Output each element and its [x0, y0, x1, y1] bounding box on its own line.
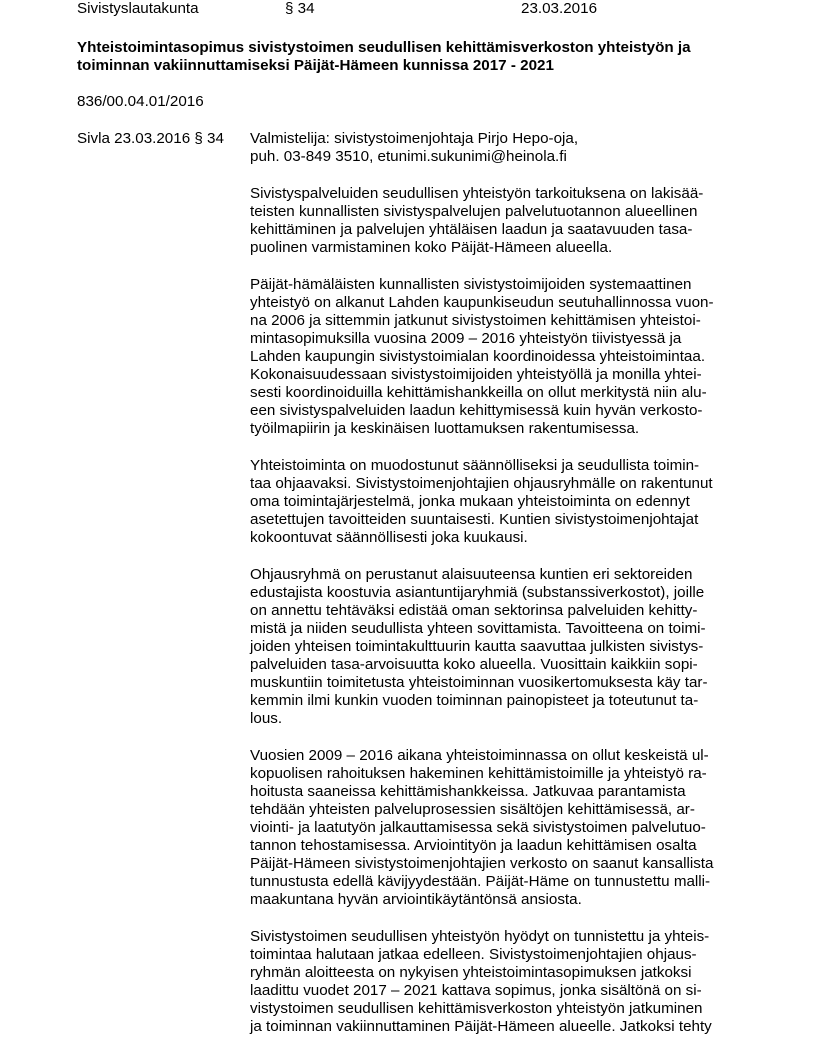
paragraph-line: Lahden kaupungin sivistystoimialan koordinoidessa yhteistoimintaa. — [250, 348, 706, 365]
paragraph-line: kehittäminen ja palvelujen yhtäläisen laadun ja saatavuuden tasa- — [250, 221, 693, 238]
preparer-info — [250, 130, 770, 166]
preparer-contact-line: puh. 03-849 3510, etunimi.sukunimi@heinola.fi — [250, 148, 567, 165]
paragraph-line: työilmapiirin ja keskinäisen luottamuksen rakentumisessa. — [250, 420, 640, 437]
paragraph-line: on annettu tehtäväksi edistää oman sektorinsa palveluiden kehitty- — [250, 602, 698, 619]
paragraph-line: asetettujen tavoitteiden suuntaisesti. Kuntien sivistystoimenjohtajat — [250, 511, 699, 528]
paragraph-line: palveluiden tasa-arvoisuutta koko alueella. Vuosittain kaikkiin sopi- — [250, 656, 698, 673]
title-line: Yhteistoimintasopimus sivistystoimen seudullisen kehittämisverkoston yhteistyön ja — [77, 39, 691, 56]
paragraph-line: ryhmän aloitteesta on nykyisen yhteistoimintasopimuksen jatkoksi — [250, 964, 692, 981]
paragraph-line: Ohjausryhmä on perustanut alaisuuteensa kuntien eri sektoreiden — [250, 566, 693, 583]
paragraph — [250, 457, 770, 547]
paragraph-line: kopuolisen rahoituksen hakeminen kehittämistoimille ja yhteistyö ra- — [250, 765, 707, 782]
paragraph — [250, 185, 770, 257]
paragraph-line: puolinen varmistaminen koko Päijät-Hämeen alueella. — [250, 239, 613, 256]
document-number: 836/00.04.01/2016 — [77, 93, 204, 110]
paragraph-line: een sivistyspalveluiden laadun kehittymisessä kuin hyvän verkosto- — [250, 402, 703, 419]
paragraph — [250, 276, 770, 438]
title-line: toiminnan vakiinnuttamiseksi Päijät-Hämeen kunnissa 2017 - 2021 — [77, 57, 554, 74]
paragraph-line: oma toimintajärjestelmä, jonka mukaan yhteistoiminta on edennyt — [250, 493, 690, 510]
paragraph-line: muskuntiin toimitetusta yhteistoiminnan vuosikertomuksesta käy tar- — [250, 674, 708, 691]
header-section-number: § 34 — [285, 0, 315, 17]
paragraph-line: kemmin ilmi kunkin vuoden toiminnan painopisteet ja toteutunut ta- — [250, 692, 699, 709]
paragraph — [250, 566, 770, 728]
paragraph-line: Sivistyspalveluiden seudullisen yhteistyön tarkoituksena on lakisää- — [250, 185, 704, 202]
paragraph-line: Sivistystoimen seudullisen yhteistyön hyödyt on tunnistettu ja yhteis- — [250, 928, 710, 945]
paragraph-line: kokoontuvat säännöllisesti joka kuukausi. — [250, 529, 528, 546]
paragraph-line: na 2006 ja sittemmin jatkunut sivistystoimen kehittämisen yhteistoi- — [250, 312, 701, 329]
paragraph-line: Päijät-hämäläisten kunnallisten sivistystoimijoiden systemaattinen — [250, 276, 692, 293]
paragraph-line: teisten kunnallisten sivistyspalvelujen palvelutuotannon alueellinen — [250, 203, 698, 220]
paragraph-line: hoitusta saaneissa kehittämishankkeissa. Jatkuvaa parantamista — [250, 783, 686, 800]
paragraph-line: Kokonaisuudessaan sivistystoimijoiden yhteistyöllä ja monilla yhtei- — [250, 366, 702, 383]
paragraph-line: mistä ja niiden seudullista yhteen sovittamista. Tavoitteena on toimi- — [250, 620, 706, 637]
paragraph-line: Päijät-Hämeen sivistystoimenjohtajien verkosto on saanut kansallista — [250, 855, 714, 872]
paragraph-line: viointi- ja laatutyön jalkauttamisessa sekä sivistystoimen palvelutuo- — [250, 819, 706, 836]
paragraph-line: ja toiminnan vakiinnuttaminen Päijät-Hämeen alueelle. Jatkoksi tehty — [250, 1018, 712, 1035]
paragraph-line: mintasopimuksilla vuosina 2009 – 2016 yhteistyön tiivistyessä ja — [250, 330, 682, 347]
paragraph-line: lous. — [250, 710, 283, 727]
document-title — [77, 39, 691, 75]
paragraph-line: sesti koordinoiduilla kehittämishankkeilla on ollut merkitystä niin alu- — [250, 384, 707, 401]
paragraph-line: vistystoimen seudullisen kehittämisverkoston yhteistyön jatkuminen — [250, 1000, 703, 1017]
header-date: 23.03.2016 — [521, 0, 598, 17]
document-body — [250, 130, 770, 1055]
paragraph-line: Yhteistoiminta on muodostunut säännölliseksi ja seudullista toimin- — [250, 457, 700, 474]
preparer-line: Valmistelija: sivistystoimenjohtaja Pirjo Hepo-oja, — [250, 130, 579, 147]
paragraph-line: maakuntana hyvän arviointikäytäntönsä ansiosta. — [250, 891, 582, 908]
paragraph-line: tannon tehostamisessa. Arviointityön ja laadun kehittämisen osalta — [250, 837, 697, 854]
paragraph-line: tunnustusta edellä kävijyydestään. Päijät-Häme on tunnustettu malli- — [250, 873, 711, 890]
paragraph-line: tehdään yhteisten palveluprosessien sisältöjen kehittämisessä, ar- — [250, 801, 695, 818]
paragraph-line: yhteistyö on alkanut Lahden kaupunkiseudun seutuhallinnossa vuon- — [250, 294, 714, 311]
paragraph-line: Vuosien 2009 – 2016 aikana yhteistoiminnassa on ollut keskeistä ul- — [250, 747, 709, 764]
paragraph — [250, 928, 770, 1036]
paragraph-line: taa ohjaavaksi. Sivistystoimenjohtajien ohjausryhmälle on rakentunut — [250, 475, 713, 492]
header-body-name: Sivistyslautakunta — [77, 0, 199, 17]
paragraph-line: edustajista koostuvia asiantuntijaryhmiä (substanssiverkostot), joille — [250, 584, 705, 601]
paragraph — [250, 747, 770, 909]
paragraph-line: toimintaa halutaan jatkaa edelleen. Sivistystoimenjohtajien ohjaus- — [250, 946, 697, 963]
meeting-reference: Sivla 23.03.2016 § 34 — [77, 130, 224, 147]
paragraph-line: joiden yhteisen toimintakulttuurin kautta saavuttaa julkisten sivistys- — [250, 638, 704, 655]
paragraph-line: laadittu vuodet 2017 – 2021 kattava sopimus, jonka sisältönä on si- — [250, 982, 702, 999]
paragraphs — [250, 185, 770, 1036]
